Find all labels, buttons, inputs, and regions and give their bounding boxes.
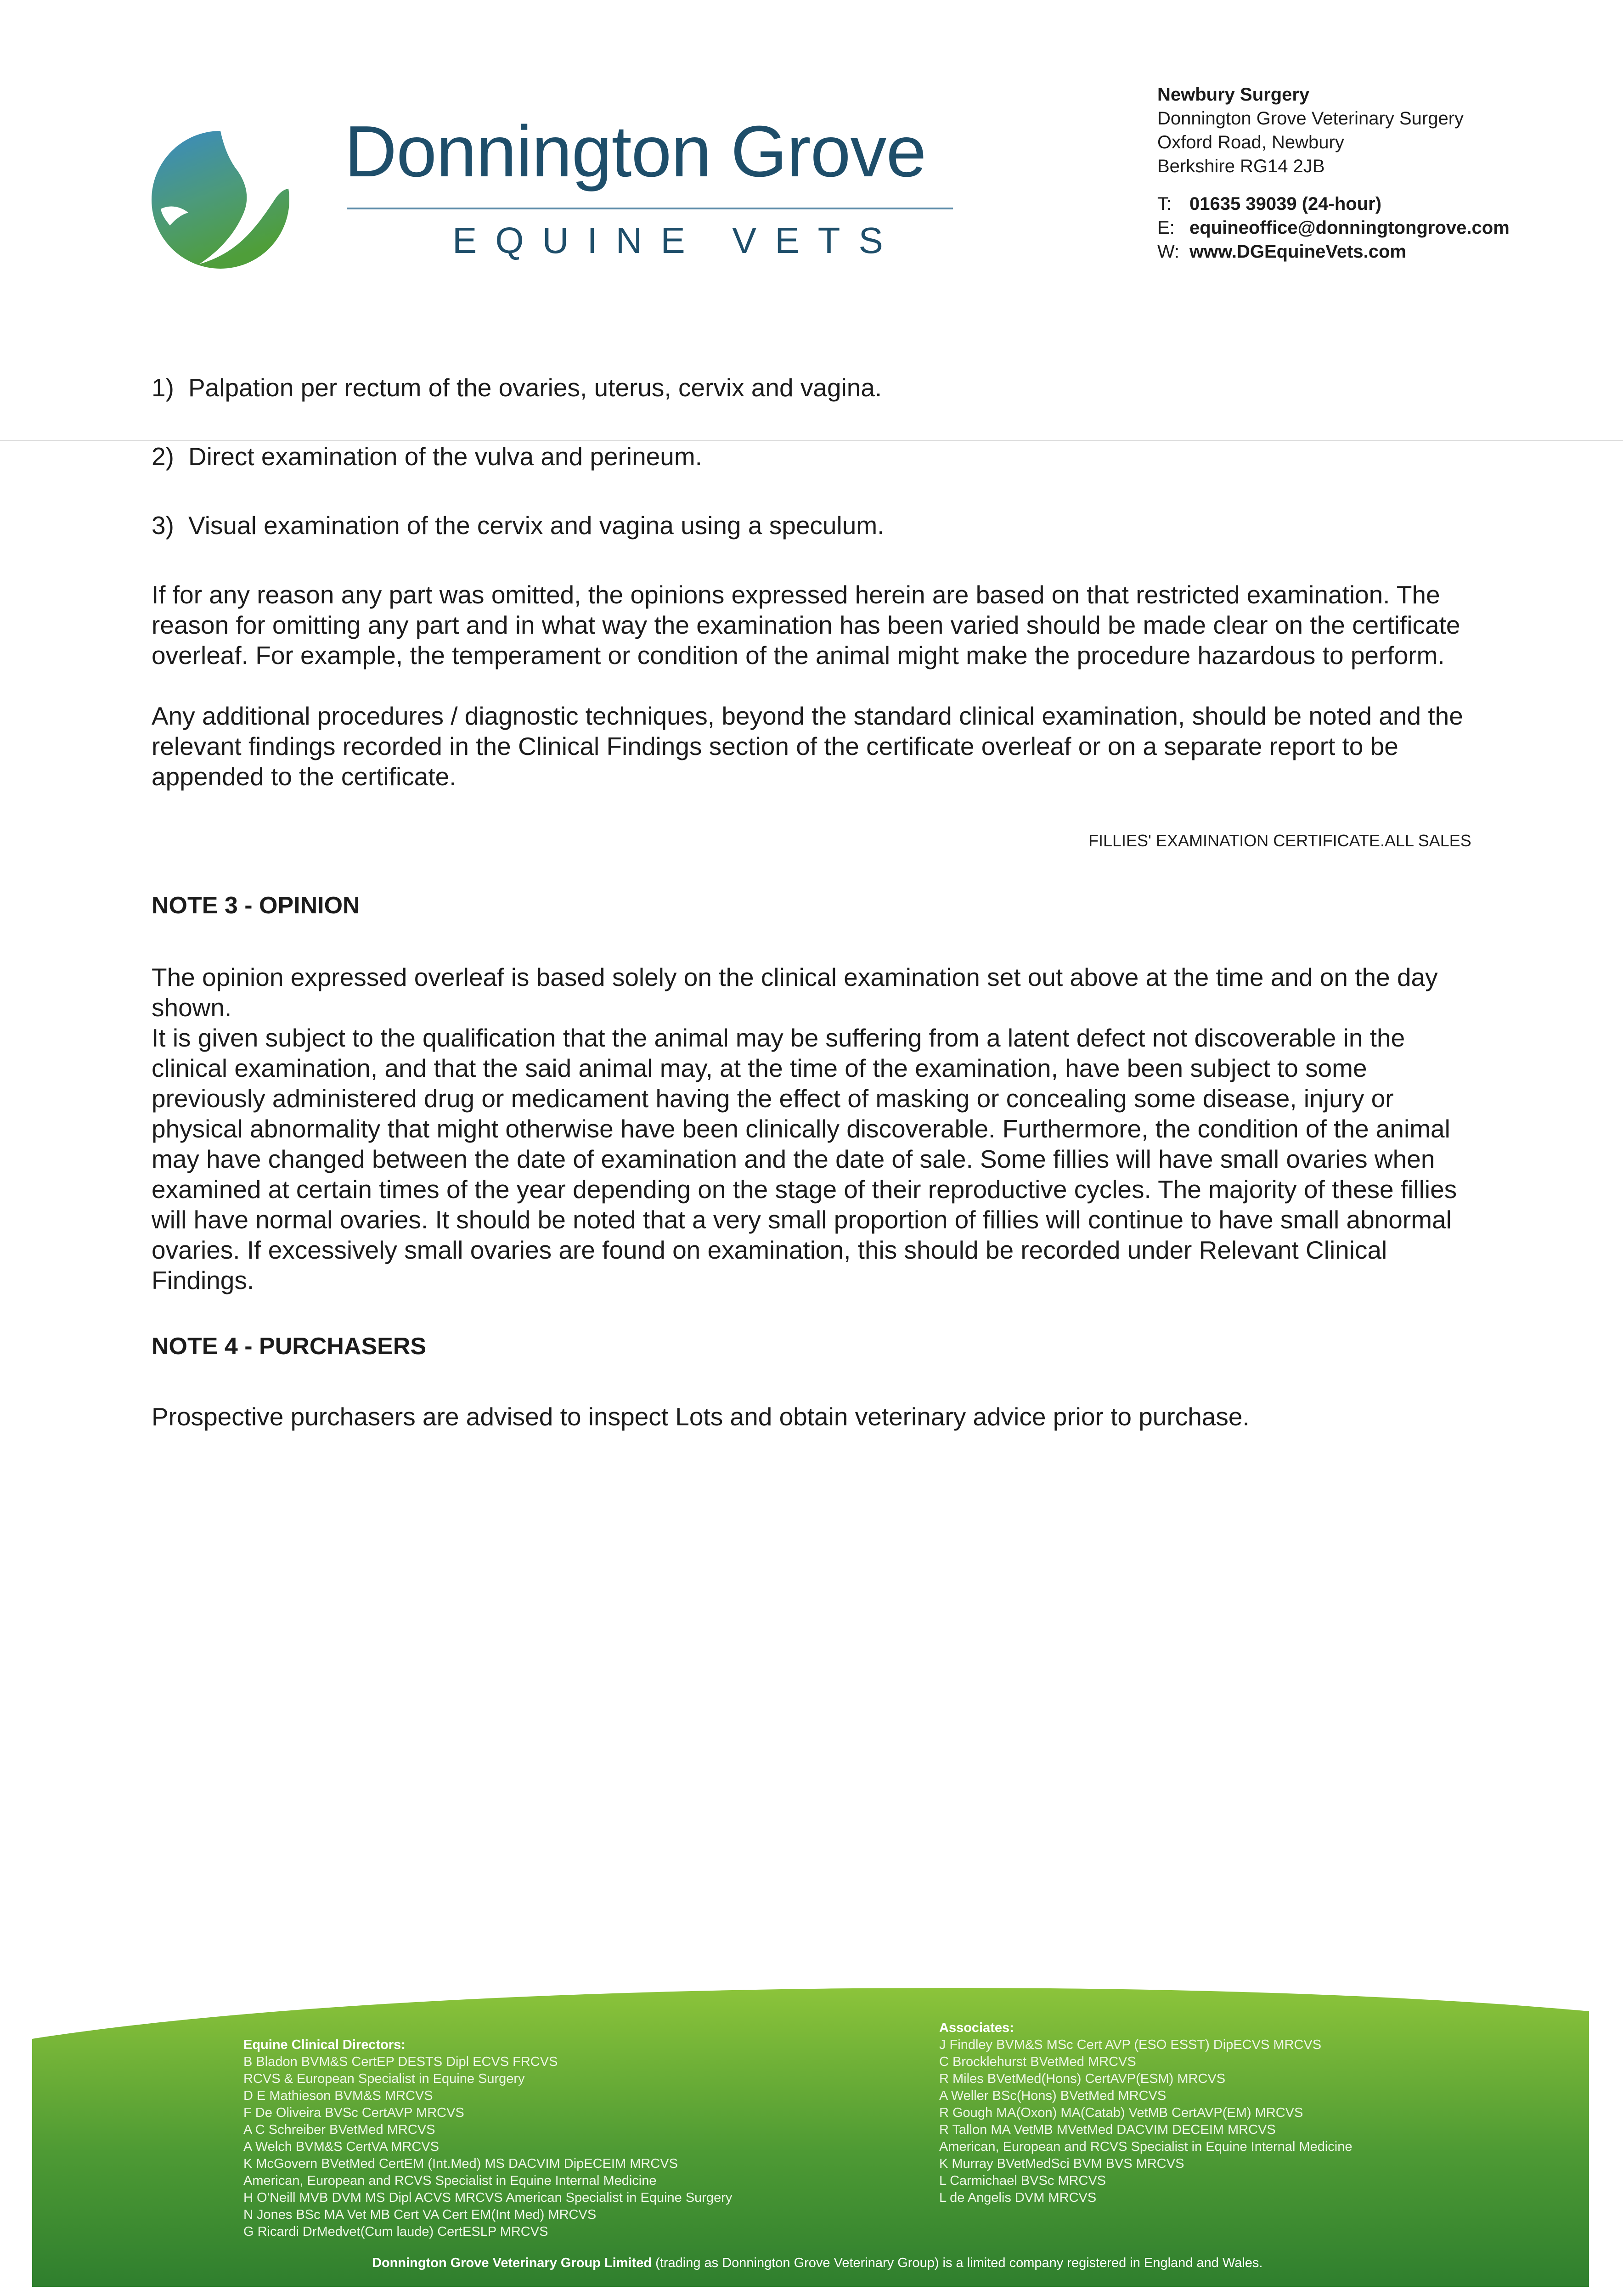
additional-procedures-paragraph: Any additional procedures / diagnostic techniques, beyond the standard clinical examination, should be noted and the relevant findings recorded in the Clinical Findings section of the certificate overleaf or on a separate report to be appended to the certificate.: [152, 702, 1463, 791]
contact-label: W:: [1157, 242, 1180, 262]
procedure-text: Palpation per rectum of the ovaries, uterus, cervix and vagina.: [188, 373, 882, 402]
director-line: K McGovern BVetMed CertEM (Int.Med) MS DACVIM DipECEIM MRCVS: [243, 2156, 678, 2171]
contact-label: E:: [1157, 218, 1175, 238]
associate-line: R Gough MA(Oxon) MA(Catab) VetMB CertAVP(EM) MRCVS: [939, 2105, 1303, 2120]
director-line: A C Schreiber BVetMed MRCVS: [243, 2122, 435, 2137]
note3-heading: NOTE 3 - OPINION: [152, 892, 360, 919]
contact-label: T:: [1157, 194, 1172, 214]
director-line: H O'Neill MVB DVM MS Dipl ACVS MRCVS American Specialist in Equine Surgery: [243, 2190, 733, 2205]
directors-list: [243, 2037, 732, 2240]
company-legal-notice: [372, 2256, 1262, 2271]
contact-web: [1157, 240, 1561, 264]
brand-divider: [347, 208, 953, 209]
certificate-reference: FILLIES' EXAMINATION CERTIFICATE.ALL SALES: [1088, 831, 1471, 850]
director-line: G Ricardi DrMedvet(Cum laude) CertESLP MRCVS: [243, 2224, 548, 2239]
page-fold-divider: [0, 440, 1623, 441]
contact-phone: [1157, 192, 1561, 216]
contact-email: [1157, 216, 1561, 240]
address-line: Berkshire RG14 2JB: [1157, 156, 1325, 176]
company-registration-text: (trading as Donnington Grove Veterinary Group) is a limited company registered in England and Wales.: [652, 2256, 1263, 2270]
brand-name: Donnington Grove: [344, 111, 926, 192]
address-line: Oxford Road, Newbury: [1157, 132, 1344, 152]
procedure-number: 1): [152, 373, 174, 402]
procedure-number: 3): [152, 511, 174, 540]
associate-line: J Findley BVM&S MSc Cert AVP (ESO ESST) DipECVS MRCVS: [939, 2037, 1322, 2052]
website-link[interactable]: www.DGEquineVets.com: [1189, 242, 1406, 262]
procedure-text: Direct examination of the vulva and perineum.: [188, 442, 702, 471]
note4-paragraph: Prospective purchasers are advised to inspect Lots and obtain veterinary advice prior to purchase.: [152, 1402, 1250, 1431]
director-line: American, European and RCVS Specialist in Equine Internal Medicine: [243, 2173, 657, 2188]
phone-number: 01635 39039 (24-hour): [1189, 194, 1382, 214]
note3-paragraph-2: It is given subject to the qualification that the animal may be suffering from a latent defect not discoverable in the clinical examination, and that the said animal may, at the time of the examination, have been subject to some previously administered drug or medicament having the effect of masking or concealing some disease, injury or physical abnormality that might otherwise have been clinically discoverable. Furthermore, the condition of the animal may have changed between the date of examination and the date of sale. Some fillies will have small ovaries when examined at certain times of the year depending on the stage of their reproductive cycles. The majority of these fillies will have normal ovaries. It should be noted that a very small proportion of fillies will continue to have small abnormal ovaries. If excessively small ovaries are found on examination, this should be recorded under Relevant Clinical Findings.: [152, 1024, 1457, 1294]
associate-line: A Weller BSc(Hons) BVetMed MRCVS: [939, 2088, 1167, 2103]
procedure-item: [152, 442, 702, 471]
surgery-address-block: [1157, 83, 1561, 264]
associate-line: R Miles BVetMed(Hons) CertAVP(ESM) MRCVS: [939, 2071, 1226, 2086]
associate-line: L de Angelis DVM MRCVS: [939, 2190, 1097, 2205]
address-line: Donnington Grove Veterinary Surgery: [1157, 108, 1464, 129]
director-line: B Bladon BVM&S CertEP DESTS Dipl ECVS FRCVS: [243, 2054, 558, 2069]
associate-line: L Carmichael BVSc MRCVS: [939, 2173, 1106, 2188]
director-line: RCVS & European Specialist in Equine Surgery: [243, 2071, 525, 2086]
note3-paragraph-1: The opinion expressed overleaf is based solely on the clinical examination set out above at the time and on the day shown.: [152, 963, 1438, 1022]
associates-list: [939, 2020, 1352, 2206]
director-line: A Welch BVM&S CertVA MRCVS: [243, 2139, 439, 2154]
associate-line: K Murray BVetMedSci BVM BVS MRCVS: [939, 2156, 1184, 2171]
email-link[interactable]: equineoffice@donningtongrove.com: [1189, 218, 1510, 238]
note4-heading: NOTE 4 - PURCHASERS: [152, 1333, 427, 1360]
directors-heading: Equine Clinical Directors:: [243, 2037, 406, 2052]
horse-logo-icon: [152, 113, 303, 278]
brand-subtitle: EQUINE VETS: [452, 220, 902, 261]
procedure-number: 2): [152, 442, 174, 471]
associate-line: R Tallon MA VetMB MVetMed DACVIM DECEIM MRCVS: [939, 2122, 1276, 2137]
associate-line: American, European and RCVS Specialist in Equine Internal Medicine: [939, 2139, 1352, 2154]
associates-heading: Associates:: [939, 2020, 1014, 2035]
omission-paragraph: If for any reason any part was omitted, the opinions expressed herein are based on that restricted examination. The reason for omitting any part and in what way the examination has been varied should be made clear on the certificate overleaf. For example, the temperament or condition of the animal might make the procedure hazardous to perform.: [152, 580, 1460, 670]
procedure-item: [152, 511, 884, 540]
company-name: Donnington Grove Veterinary Group Limited: [372, 2256, 652, 2270]
director-line: F De Oliveira BVSc CertAVP MRCVS: [243, 2105, 464, 2120]
associate-line: C Brocklehurst BVetMed MRCVS: [939, 2054, 1136, 2069]
director-line: N Jones BSc MA Vet MB Cert VA Cert EM(Int Med) MRCVS: [243, 2207, 597, 2222]
procedure-item: [152, 373, 882, 402]
procedure-text: Visual examination of the cervix and vagina using a speculum.: [188, 511, 885, 540]
director-line: D E Mathieson BVM&S MRCVS: [243, 2088, 433, 2103]
surgery-name: Newbury Surgery: [1157, 84, 1310, 105]
